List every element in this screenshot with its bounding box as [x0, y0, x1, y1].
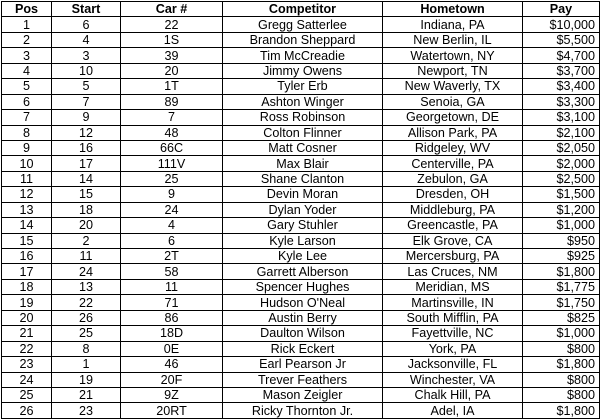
table-row — [2, 218, 600, 233]
hometown-cell: Zebulon, GA — [383, 171, 523, 186]
competitor-cell: Gary Stuhler — [223, 218, 383, 233]
hometown-cell: Chalk Hill, PA — [383, 387, 523, 402]
results-body — [2, 17, 600, 418]
hometown-cell: Fayettville, NC — [383, 326, 523, 341]
competitor-cell: Rick Eckert — [223, 341, 383, 356]
table-row — [2, 249, 600, 264]
pos-cell: 20 — [2, 310, 52, 325]
hometown-cell: Las Cruces, NM — [383, 264, 523, 279]
table-row — [2, 17, 600, 32]
table-row — [2, 387, 600, 402]
hometown-cell: Greencastle, PA — [383, 218, 523, 233]
car-number-cell: 9 — [121, 187, 223, 202]
hometown-cell: Elk Grove, CA — [383, 233, 523, 248]
start-cell: 17 — [52, 156, 121, 171]
start-cell: 21 — [52, 387, 121, 402]
pay-header: Pay — [523, 2, 600, 17]
car-number-cell: 48 — [121, 125, 223, 140]
competitor-cell: Daulton Wilson — [223, 326, 383, 341]
competitor-cell: Gregg Satterlee — [223, 17, 383, 32]
car-number-cell: 58 — [121, 264, 223, 279]
pos-cell: 12 — [2, 187, 52, 202]
table-row — [2, 372, 600, 387]
pay-cell: $2,100 — [523, 125, 600, 140]
pos-cell: 25 — [2, 387, 52, 402]
pos-cell: 5 — [2, 79, 52, 94]
start-header: Start — [52, 2, 121, 17]
competitor-cell: Shane Clanton — [223, 171, 383, 186]
pos-cell: 1 — [2, 17, 52, 32]
competitor-cell: Matt Cosner — [223, 140, 383, 155]
table-row — [2, 125, 600, 140]
table-row — [2, 233, 600, 248]
hometown-cell: Newport, TN — [383, 63, 523, 78]
pay-cell: $925 — [523, 249, 600, 264]
start-cell: 7 — [52, 94, 121, 109]
car-number-cell: 86 — [121, 310, 223, 325]
table-row — [2, 326, 600, 341]
competitor-cell: Brandon Sheppard — [223, 32, 383, 47]
car-number-cell: 39 — [121, 48, 223, 63]
competitor-cell: Colton Flinner — [223, 125, 383, 140]
pos-cell: 9 — [2, 140, 52, 155]
start-cell: 1 — [52, 357, 121, 372]
pay-cell: $825 — [523, 310, 600, 325]
pos-cell: 4 — [2, 63, 52, 78]
start-cell: 18 — [52, 202, 121, 217]
start-cell: 25 — [52, 326, 121, 341]
hometown-cell: New Berlin, IL — [383, 32, 523, 47]
competitor-cell: Mason Zeigler — [223, 387, 383, 402]
competitor-cell: Tim McCreadie — [223, 48, 383, 63]
car-number-cell: 89 — [121, 94, 223, 109]
table-row — [2, 310, 600, 325]
table-row — [2, 63, 600, 78]
pay-cell: $1,500 — [523, 187, 600, 202]
car-number-cell: 18D — [121, 326, 223, 341]
pos-cell: 26 — [2, 403, 52, 418]
table-row — [2, 279, 600, 294]
pay-cell: $800 — [523, 372, 600, 387]
hometown-cell: Winchester, VA — [383, 372, 523, 387]
competitor-cell: Max Blair — [223, 156, 383, 171]
car-number-cell: 20 — [121, 63, 223, 78]
competitor-cell: Austin Berry — [223, 310, 383, 325]
car-number-cell: 25 — [121, 171, 223, 186]
pos-cell: 24 — [2, 372, 52, 387]
pos-cell: 3 — [2, 48, 52, 63]
table-row — [2, 32, 600, 47]
car-number-cell: 9Z — [121, 387, 223, 402]
start-cell: 8 — [52, 341, 121, 356]
pay-cell: $10,000 — [523, 17, 600, 32]
table-row — [2, 79, 600, 94]
start-cell: 2 — [52, 233, 121, 248]
start-cell: 10 — [52, 63, 121, 78]
start-cell: 11 — [52, 249, 121, 264]
start-cell: 23 — [52, 403, 121, 418]
hometown-cell: Indiana, PA — [383, 17, 523, 32]
pos-cell: 7 — [2, 110, 52, 125]
start-cell: 24 — [52, 264, 121, 279]
start-cell: 22 — [52, 295, 121, 310]
table-row — [2, 94, 600, 109]
pos-cell: 22 — [2, 341, 52, 356]
competitor-cell: Tyler Erb — [223, 79, 383, 94]
car-number-cell: 111V — [121, 156, 223, 171]
pay-cell: $2,000 — [523, 156, 600, 171]
pay-cell: $2,500 — [523, 171, 600, 186]
hometown-header: Hometown — [383, 2, 523, 17]
car-number-cell: 0E — [121, 341, 223, 356]
pos-cell: 23 — [2, 357, 52, 372]
competitor-cell: Garrett Alberson — [223, 264, 383, 279]
competitor-header: Competitor — [223, 2, 383, 17]
pay-cell: $1,000 — [523, 218, 600, 233]
pay-cell: $3,300 — [523, 94, 600, 109]
start-cell: 15 — [52, 187, 121, 202]
start-cell: 6 — [52, 17, 121, 32]
table-row — [2, 110, 600, 125]
start-cell: 5 — [52, 79, 121, 94]
table-row — [2, 264, 600, 279]
pos-header: Pos — [2, 2, 52, 17]
table-row — [2, 295, 600, 310]
table-row — [2, 156, 600, 171]
competitor-cell: Dylan Yoder — [223, 202, 383, 217]
pay-cell: $2,050 — [523, 140, 600, 155]
competitor-cell: Spencer Hughes — [223, 279, 383, 294]
start-cell: 14 — [52, 171, 121, 186]
pay-cell: $800 — [523, 387, 600, 402]
car-number-cell: 71 — [121, 295, 223, 310]
competitor-cell: Trever Feathers — [223, 372, 383, 387]
competitor-cell: Jimmy Owens — [223, 63, 383, 78]
car-number-cell: 7 — [121, 110, 223, 125]
pos-cell: 10 — [2, 156, 52, 171]
pay-cell: $4,700 — [523, 48, 600, 63]
start-cell: 4 — [52, 32, 121, 47]
hometown-cell: Georgetown, DE — [383, 110, 523, 125]
pay-cell: $1,800 — [523, 264, 600, 279]
pos-cell: 19 — [2, 295, 52, 310]
pay-cell: $800 — [523, 341, 600, 356]
start-cell: 3 — [52, 48, 121, 63]
hometown-cell: Martinsville, IN — [383, 295, 523, 310]
car-number-cell: 4 — [121, 218, 223, 233]
pos-cell: 8 — [2, 125, 52, 140]
car-number-cell: 20RT — [121, 403, 223, 418]
table-row — [2, 187, 600, 202]
hometown-cell: South Mifflin, PA — [383, 310, 523, 325]
pay-cell: $950 — [523, 233, 600, 248]
pos-cell: 13 — [2, 202, 52, 217]
competitor-cell: Ross Robinson — [223, 110, 383, 125]
header-row — [2, 2, 600, 17]
hometown-cell: Meridian, MS — [383, 279, 523, 294]
start-cell: 12 — [52, 125, 121, 140]
table-row — [2, 357, 600, 372]
pay-cell: $1,000 — [523, 326, 600, 341]
start-cell: 16 — [52, 140, 121, 155]
car-number-cell: 20F — [121, 372, 223, 387]
pos-cell: 18 — [2, 279, 52, 294]
hometown-cell: Dresden, OH — [383, 187, 523, 202]
hometown-cell: Jacksonville, FL — [383, 357, 523, 372]
car-number-cell: 24 — [121, 202, 223, 217]
hometown-cell: Watertown, NY — [383, 48, 523, 63]
pos-cell: 16 — [2, 249, 52, 264]
competitor-cell: Hudson O'Neal — [223, 295, 383, 310]
pos-cell: 15 — [2, 233, 52, 248]
hometown-cell: Ridgeley, WV — [383, 140, 523, 155]
car-number-cell: 66C — [121, 140, 223, 155]
pay-cell: $1,200 — [523, 202, 600, 217]
car-number-cell: 6 — [121, 233, 223, 248]
car-number-header: Car # — [121, 2, 223, 17]
pay-cell: $3,700 — [523, 63, 600, 78]
pay-cell: $3,400 — [523, 79, 600, 94]
table-row — [2, 341, 600, 356]
results-table — [1, 1, 600, 419]
competitor-cell: Ashton Winger — [223, 94, 383, 109]
car-number-cell: 1S — [121, 32, 223, 47]
start-cell: 19 — [52, 372, 121, 387]
car-number-cell: 46 — [121, 357, 223, 372]
competitor-cell: Devin Moran — [223, 187, 383, 202]
pay-cell: $3,100 — [523, 110, 600, 125]
car-number-cell: 11 — [121, 279, 223, 294]
start-cell: 20 — [52, 218, 121, 233]
pay-cell: $1,800 — [523, 403, 600, 418]
hometown-cell: York, PA — [383, 341, 523, 356]
hometown-cell: Senoia, GA — [383, 94, 523, 109]
pos-cell: 14 — [2, 218, 52, 233]
hometown-cell: New Waverly, TX — [383, 79, 523, 94]
pos-cell: 11 — [2, 171, 52, 186]
table-row — [2, 140, 600, 155]
hometown-cell: Centerville, PA — [383, 156, 523, 171]
hometown-cell: Allison Park, PA — [383, 125, 523, 140]
table-row — [2, 171, 600, 186]
hometown-cell: Mercersburg, PA — [383, 249, 523, 264]
car-number-cell: 2T — [121, 249, 223, 264]
pos-cell: 6 — [2, 94, 52, 109]
table-row — [2, 202, 600, 217]
start-cell: 26 — [52, 310, 121, 325]
pos-cell: 2 — [2, 32, 52, 47]
pos-cell: 17 — [2, 264, 52, 279]
table-row — [2, 48, 600, 63]
pos-cell: 21 — [2, 326, 52, 341]
competitor-cell: Kyle Larson — [223, 233, 383, 248]
hometown-cell: Adel, IA — [383, 403, 523, 418]
competitor-cell: Earl Pearson Jr — [223, 357, 383, 372]
pay-cell: $1,750 — [523, 295, 600, 310]
competitor-cell: Kyle Lee — [223, 249, 383, 264]
car-number-cell: 1T — [121, 79, 223, 94]
pay-cell: $1,775 — [523, 279, 600, 294]
start-cell: 9 — [52, 110, 121, 125]
start-cell: 13 — [52, 279, 121, 294]
pay-cell: $5,500 — [523, 32, 600, 47]
competitor-cell: Ricky Thornton Jr. — [223, 403, 383, 418]
hometown-cell: Middleburg, PA — [383, 202, 523, 217]
car-number-cell: 22 — [121, 17, 223, 32]
pay-cell: $1,800 — [523, 357, 600, 372]
